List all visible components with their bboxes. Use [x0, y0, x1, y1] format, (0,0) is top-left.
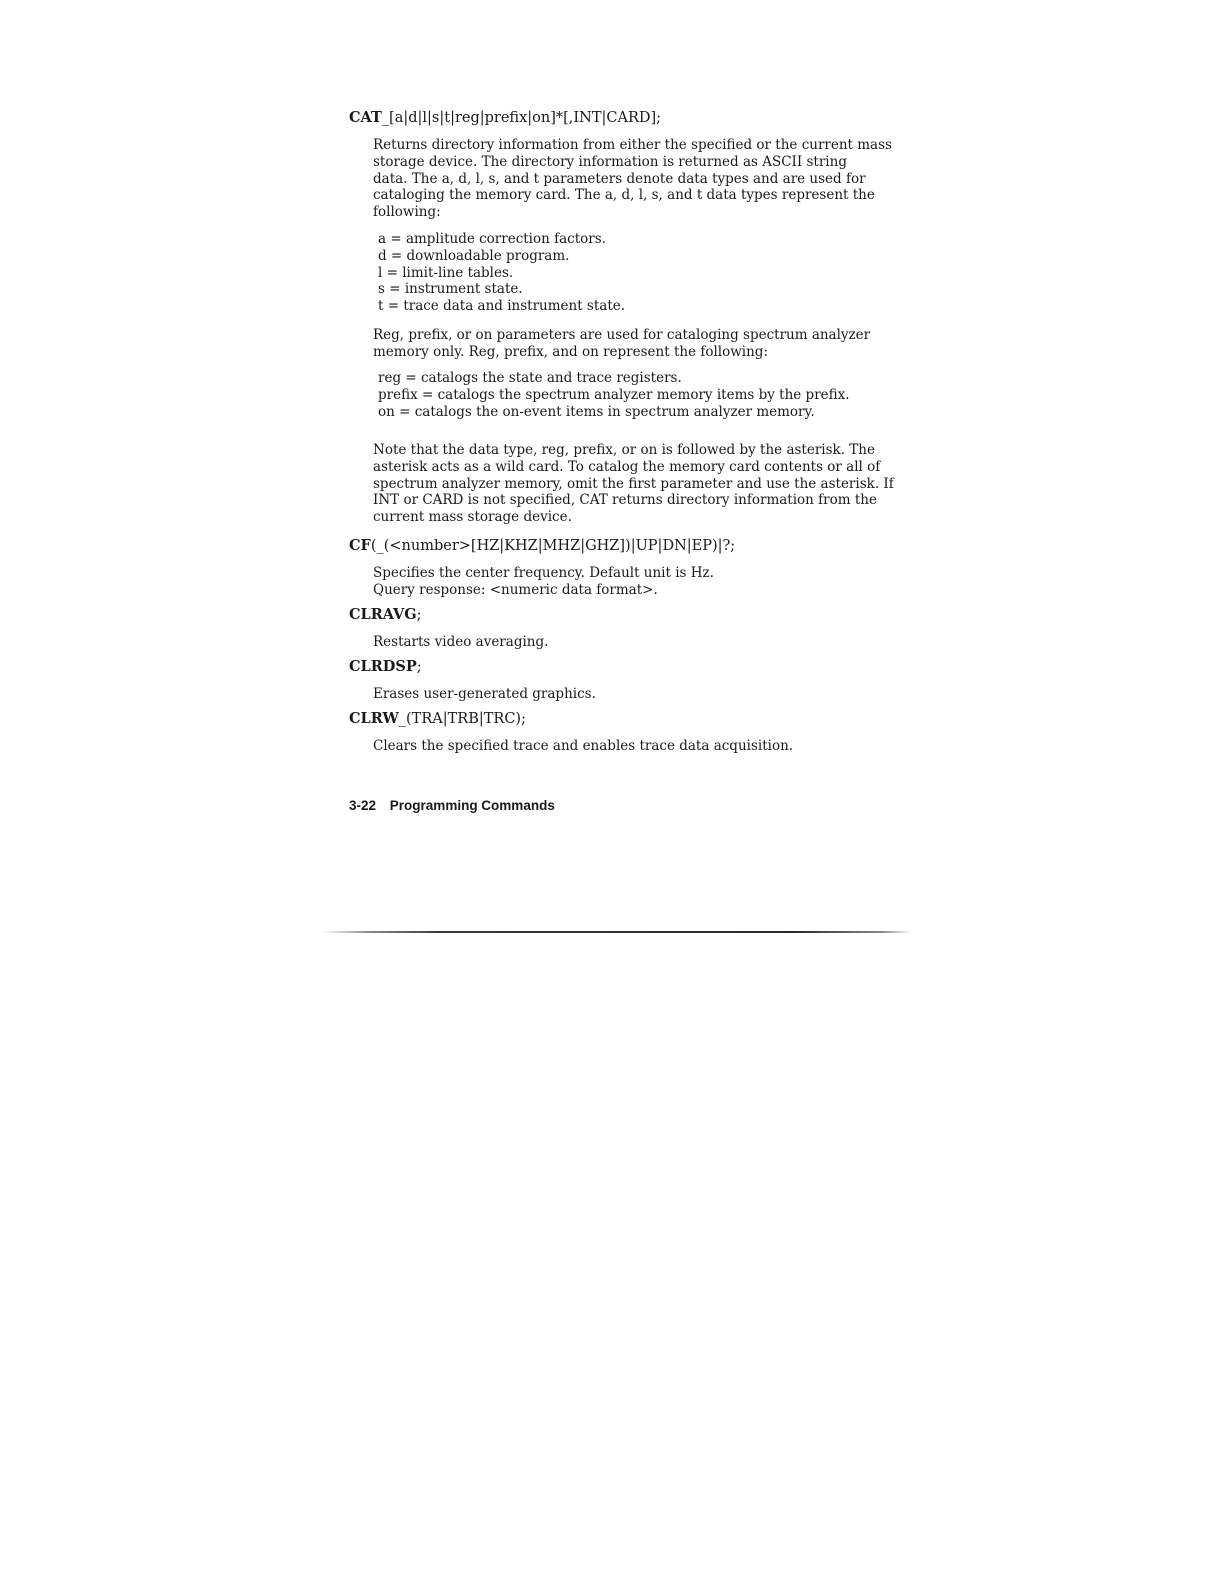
command-clrw-syntax: [349, 710, 526, 728]
cat-memory-description: [373, 327, 873, 361]
list-item: t = trace data and instrument state.: [378, 298, 626, 315]
command-args: ;: [416, 659, 422, 675]
cat-params-list: [378, 370, 850, 420]
list-item: reg = catalogs the state and trace registers.: [378, 370, 682, 386]
cat-note: [373, 442, 894, 526]
text-line: Reg, prefix, or on parameters are used for cataloging spectrum analyzer: [373, 327, 871, 343]
text-line: following:: [373, 204, 441, 221]
text-line: asterisk acts as a wild card. To catalog the memory card contents or all of: [373, 458, 881, 475]
command-name: CLRDSP: [349, 658, 417, 675]
list-item: prefix = catalogs the spectrum analyzer memory items by the prefix.: [378, 386, 850, 403]
list-item: d = downloadable program.: [378, 247, 570, 264]
command-cat-syntax: [349, 109, 661, 127]
command-name: CF: [349, 537, 371, 554]
text-line: current mass storage device.: [373, 509, 572, 526]
command-args: _[a|d|l|s|t|reg|prefix|on]*[,INT|CARD];: [381, 110, 662, 126]
text-line: Returns directory information from either the specified or the current mass: [373, 137, 892, 153]
list-item: l = limit-line tables.: [378, 264, 514, 281]
command-args: ;: [416, 607, 422, 623]
cat-data-types-list: [378, 231, 625, 315]
cf-description: [373, 565, 873, 599]
clrw-description: [373, 738, 873, 755]
clravg-description: [373, 634, 873, 651]
command-cf-syntax: [349, 537, 735, 555]
section-title: Programming Commands: [389, 798, 555, 813]
text-line: storage device. The directory information is returned as ASCII string: [373, 153, 847, 170]
text-line: spectrum analyzer memory, omit the first parameter and use the asterisk. If: [373, 475, 894, 492]
text-line: Restarts video averaging.: [373, 634, 549, 650]
clrdsp-description: [373, 686, 873, 703]
text-line: Note that the data type, reg, prefix, or on is followed by the asterisk. The: [373, 442, 875, 458]
text-line: data. The a, d, l, s, and t parameters denote data types and are used for: [373, 170, 866, 187]
page-footer: [349, 798, 555, 813]
page-number: 3-22: [349, 798, 377, 813]
text-line: Specifies the center frequency. Default unit is Hz.: [373, 565, 714, 581]
command-args: (_(<number>[HZ|KHZ|MHZ|GHZ])|UP|DN|EP)|?;: [370, 538, 736, 554]
text-line: Clears the specified trace and enables trace data acquisition.: [373, 738, 794, 754]
command-args: _(TRA|TRB|TRC);: [398, 711, 526, 727]
command-name: CLRAVG: [349, 606, 417, 623]
command-clravg-syntax: [349, 606, 422, 624]
list-item: a = amplitude correction factors.: [378, 231, 606, 247]
command-clrdsp-syntax: [349, 658, 422, 676]
command-name: CAT: [349, 109, 382, 126]
text-line: memory only. Reg, prefix, and on represent the following:: [373, 343, 769, 360]
cat-description: [373, 137, 892, 221]
text-line: Erases user-generated graphics.: [373, 686, 596, 702]
list-item: s = instrument state.: [378, 281, 523, 298]
list-item: on = catalogs the on-event items in spectrum analyzer memory.: [378, 403, 815, 420]
text-line: INT or CARD is not specified, CAT returns directory information from the: [373, 492, 877, 509]
scan-edge-line: [322, 931, 912, 933]
text-line: Query response: <numeric data format>.: [373, 581, 658, 598]
text-line: cataloging the memory card. The a, d, l, s, and t data types represent the: [373, 187, 875, 204]
command-name: CLRW: [349, 710, 399, 727]
